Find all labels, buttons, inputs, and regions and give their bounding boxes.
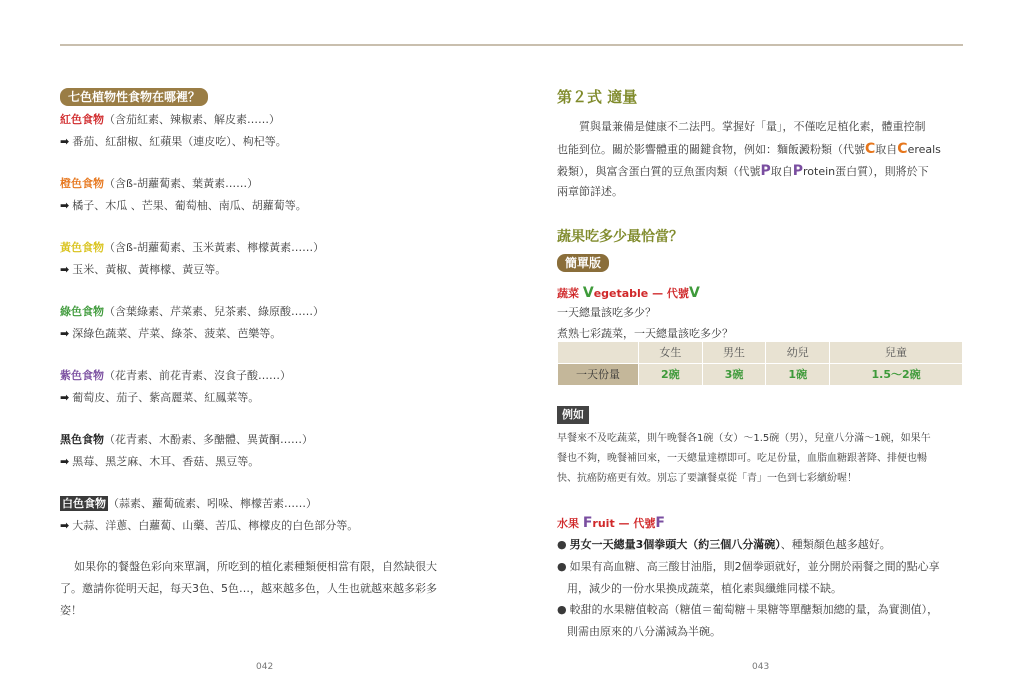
text: 如果有高血糖、高三酸甘油脂，則2個拳頭就好，並分開於兩餐之間的點心享 [569,560,940,573]
example-line: 餐也不夠，晚餐補回來，一天總量達標即可。吃足份量，血脂血糖跟著降、排便也暢 [557,453,927,464]
top-rule [60,44,963,46]
table-header [558,342,639,364]
heading-section-2: 第２式 適量 [557,88,638,106]
fruit-title [557,516,665,531]
table-header: 女生 [639,342,703,364]
letter-c: C [897,141,908,157]
group-label: 黃色食物 [60,241,104,254]
fruit-bullet-3-cont: 則需由原來的八分滿減為半碗。 [567,625,721,638]
veg-question-1: 一天總量該吃多少？ [557,306,656,319]
group-purple [60,369,291,383]
group-paren: （蒜素、蘿蔔硫素、吲哚、檸檬苦素……） [108,497,317,510]
group-orange [60,177,258,191]
group-items: 黑莓、黑芝麻、木耳、香菇、黑豆等。 [72,455,260,468]
right-page [557,88,967,648]
fruit-bullet-2 [557,560,940,574]
arrow-icon: ➡ [60,519,70,532]
simple-version-pill: 簡單版 [557,254,609,272]
group-items-yellow [60,263,226,277]
text: egetable — 代號 [593,287,689,300]
group-white [60,497,317,511]
para1-line-2 [557,142,941,157]
text: 水果 [557,517,583,530]
group-paren: （花青素、木酚素、多醣體、異黃酮……） [104,433,313,446]
group-paren: （含ß-胡蘿蔔素、玉米黃素、檸檬黃素……） [104,241,325,254]
group-black [60,433,313,447]
para-line: 如果你的餐盤色彩向來單調，所吃到的植化素種類便相當有限，自然缺很大 [74,560,437,573]
page-number-right: 043 [752,662,770,672]
example-line: 快、抗癌防癌更有效。別忘了要讓餐桌從「青」一色到七彩繽紛喔！ [557,473,857,484]
letter-v: V [688,285,700,301]
group-label: 橙色食物 [60,177,104,190]
table-header: 兒童 [830,342,963,364]
bullet-icon: ● [557,560,567,573]
text: 取自 [875,143,898,156]
table-row [558,364,963,386]
group-paren: （花青素、前花青素、沒食子酸……） [104,369,291,382]
group-items: 葡萄皮、茄子、紫高麗菜、紅鳳菜等。 [72,391,260,404]
text: 也能到位。關於影響體重的關鍵食物，例如：麵飯澱粉類（代號 [557,143,865,156]
bullet-icon: ● [557,603,567,616]
group-items: 番茄、紅甜椒、紅蘋果（連皮吃）、枸杞等。 [72,135,287,148]
group-items-white [60,519,358,533]
table-header-row [558,342,963,364]
page-number-left: 042 [256,662,274,672]
text: 蔬菜 [557,287,583,300]
table-cell: 1碗 [766,364,830,386]
text: 穀類），與富含蛋白質的豆魚蛋肉類（代號 [557,165,761,178]
group-paren: （含ß-胡蘿蔔素、葉黃素……） [104,177,259,190]
arrow-icon: ➡ [60,135,70,148]
table-cell: 3碗 [702,364,766,386]
text: rotein蛋白質），則將於下 [803,165,929,178]
fruit-bullet-3 [557,603,938,617]
para1-line: 質與量兼備是健康不二法門。掌握好「量」，不僅吃足植化素，體重控制 [579,120,926,133]
text: ereals [907,143,941,156]
group-items: 玉米、黃椒、黃檸檬、黃豆等。 [72,263,227,276]
group-yellow [60,241,324,255]
fruit-bullet-1 [557,538,891,552]
heading-veg-fruit: 蔬果吃多少最恰當？ [557,229,683,245]
group-items: 深綠色蔬菜、芹菜、綠茶、菠菜、芭樂等。 [72,327,282,340]
example-tag: 例如 [557,406,589,424]
letter-v: V [582,285,594,301]
table-cell: 2碗 [639,364,703,386]
portion-table [557,341,963,386]
group-label: 綠色食物 [60,305,104,318]
text: 較甜的水果糖值較高（糖值＝葡萄糖＋果糖等單醣類加總的量，為實測值）， [569,603,939,616]
table-header: 幼兒 [766,342,830,364]
letter-f: F [655,515,665,531]
bullet-icon: ● [557,538,567,551]
letter-f: F [582,515,593,531]
arrow-icon: ➡ [60,391,70,404]
group-label: 白色食物 [62,497,106,510]
letter-p: P [760,163,771,179]
group-paren: （含葉綠素、芹菜素、兒茶素、綠原酸……） [104,305,324,318]
para-line: 了。邀請你從明天起，每天3色、5色…，越來越多色，人生也就越來越多彩多 [60,582,437,595]
table-header: 男生 [702,342,766,364]
fruit-bullet-2-cont: 用，減少的一份水果換成蔬菜，植化素與纖維同樣不缺。 [567,582,842,595]
group-items-black [60,455,259,469]
example-line: 早餐來不及吃蔬菜，則午晚餐各1碗（女）～1.5碗（男），兒童八分滿～1碗，如果午 [557,433,931,444]
arrow-icon: ➡ [60,199,70,212]
group-items-orange [60,199,307,213]
veg-title [557,286,700,301]
group-red [60,113,280,127]
arrow-icon: ➡ [60,455,70,468]
arrow-icon: ➡ [60,263,70,276]
table-row-label: 一天份量 [558,364,639,386]
para1-line-3 [557,164,929,179]
text: 取自 [770,165,793,178]
text: ruit — 代號 [592,517,656,530]
arrow-icon: ➡ [60,327,70,340]
table-cell: 1.5～2碗 [830,364,963,386]
para1-line: 兩章節詳述。 [557,185,623,198]
para-line: 姿！ [60,604,82,617]
group-items-red [60,135,287,149]
group-items: 大蒜、洋蔥、白蘿蔔、山藥、苦瓜、檸檬皮的白色部分等。 [72,519,359,532]
group-items-green [60,327,281,341]
group-items: 橘子、木瓜 、芒果、葡萄柚、南瓜、胡蘿蔔等。 [72,199,307,212]
text: 男女一天總量3個拳頭大（約三個八分滿碗） [569,538,781,551]
letter-c: C [865,141,876,157]
group-label: 黑色食物 [60,433,104,446]
group-green [60,305,324,319]
group-label: 紫色食物 [60,369,104,382]
group-label: 紅色食物 [60,113,104,126]
section-pill: 七色植物性食物在哪裡？ [60,88,208,106]
group-paren: （含茄紅素、辣椒素、解皮素……） [104,113,280,126]
veg-question-2: 煮熟七彩蔬菜，一天總量該吃多少？ [557,327,733,340]
text: 、種類顏色越多越好。 [780,538,891,551]
letter-p: P [792,163,804,179]
group-items-purple [60,391,259,405]
left-page [60,88,480,648]
